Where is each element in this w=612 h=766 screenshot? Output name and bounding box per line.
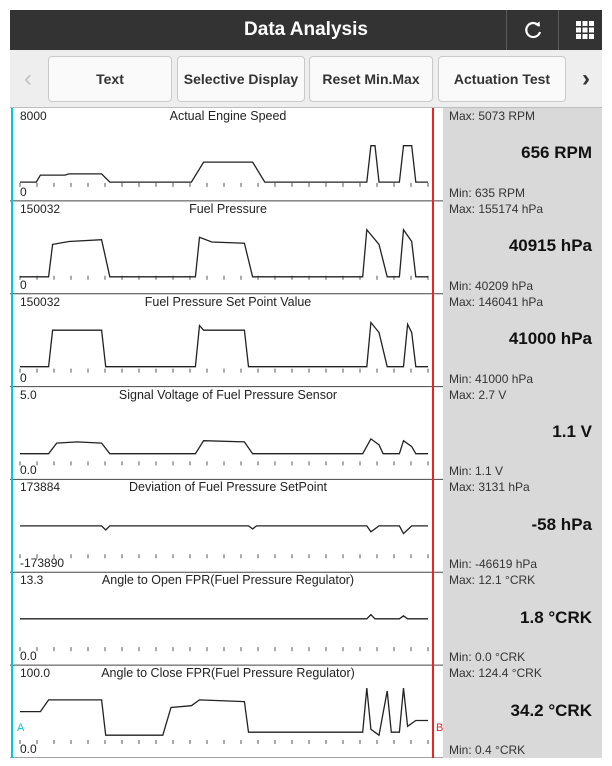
max-value: Max: 155174 hPa xyxy=(449,201,544,216)
signal-name: Angle to Open FPR(Fuel Pressure Regulator) xyxy=(101,573,355,588)
y-min-label: 0 xyxy=(20,277,27,292)
signal-name: Deviation of Fuel Pressure SetPoint xyxy=(128,480,328,495)
y-max-label: 100.0 xyxy=(20,666,51,681)
max-value: Max: 146041 hPa xyxy=(449,294,544,309)
min-value: Min: 40209 hPa xyxy=(449,278,534,293)
signal-name: Fuel Pressure xyxy=(189,201,267,216)
current-value: 41000 hPa xyxy=(508,329,592,349)
refresh-button[interactable] xyxy=(506,10,558,50)
current-value: 40915 hPa xyxy=(508,236,592,256)
chevron-left-icon: ‹ xyxy=(24,65,32,92)
y-max-label: 150032 xyxy=(20,294,61,309)
value-box xyxy=(443,108,602,201)
value-box xyxy=(443,201,602,294)
value-box xyxy=(443,387,602,480)
text-button[interactable]: Text xyxy=(48,56,172,102)
max-value: Max: 2.7 V xyxy=(449,387,507,402)
cursor-b-label: B xyxy=(436,722,444,734)
signal-trace xyxy=(20,439,428,454)
signal-name: Angle to Close FPR(Fuel Pressure Regulator) xyxy=(101,666,355,681)
signal-name: Actual Engine Speed xyxy=(169,109,287,123)
y-max-label: 5.0 xyxy=(20,387,37,402)
min-value: Min: 0.4 °CRK xyxy=(449,742,526,757)
max-value: Max: 12.1 °CRK xyxy=(449,573,536,588)
value-box xyxy=(443,572,602,665)
y-max-label: 150032 xyxy=(20,201,61,216)
selective-display-button[interactable]: Selective Display xyxy=(177,56,305,102)
refresh-icon xyxy=(522,19,544,41)
current-value: 1.8 °CRK xyxy=(520,607,592,627)
chevron-right-icon: › xyxy=(582,65,590,92)
y-min-label: 0.0 xyxy=(20,742,37,756)
y-min-label: 0.0 xyxy=(20,649,37,664)
scroll-left-button[interactable] xyxy=(12,50,44,108)
signal-trace xyxy=(20,526,428,534)
max-value: Max: 124.4 °CRK xyxy=(449,666,542,681)
y-min-label: -173890 xyxy=(20,556,65,571)
value-box xyxy=(443,479,602,572)
current-value: 1.1 V xyxy=(552,421,592,441)
max-value: Max: 5073 RPM xyxy=(449,109,536,123)
max-value: Max: 3131 hPa xyxy=(449,480,530,495)
actuation-test-button[interactable]: Actuation Test xyxy=(438,56,566,102)
current-value: -58 hPa xyxy=(531,514,592,534)
signal-name: Fuel Pressure Set Point Value xyxy=(144,294,312,309)
grid-menu-button[interactable] xyxy=(558,10,610,50)
y-min-label: 0 xyxy=(20,184,27,199)
title-bar xyxy=(10,10,602,50)
min-value: Min: 1.1 V xyxy=(449,464,504,479)
value-panel xyxy=(443,108,602,758)
signal-name: Signal Voltage of Fuel Pressure Sensor xyxy=(118,387,338,402)
signal-trace xyxy=(20,615,428,619)
signal-trace xyxy=(20,230,428,277)
signal-trace xyxy=(20,146,428,182)
page-title: Data Analysis xyxy=(244,19,368,40)
signal-trace xyxy=(20,688,428,735)
y-min-label: 0 xyxy=(20,370,27,385)
cursor-a-label: A xyxy=(17,722,25,734)
signal-trace xyxy=(20,323,428,367)
min-value: Min: 635 RPM xyxy=(449,185,526,200)
y-max-label: 173884 xyxy=(20,480,61,495)
current-value: 34.2 °CRK xyxy=(510,700,592,720)
graph-area[interactable] xyxy=(10,108,602,758)
grid-icon xyxy=(575,20,595,40)
min-value: Min: 41000 hPa xyxy=(449,371,534,386)
toolbar xyxy=(10,50,602,108)
value-box xyxy=(443,665,602,758)
scroll-right-button[interactable] xyxy=(570,50,602,108)
reset-min-max-button[interactable]: Reset Min.Max xyxy=(309,56,433,102)
y-max-label: 13.3 xyxy=(20,573,44,588)
y-min-label: 0.0 xyxy=(20,463,37,478)
min-value: Min: -46619 hPa xyxy=(449,557,538,572)
value-box xyxy=(443,294,602,387)
y-max-label: 8000 xyxy=(20,109,47,123)
min-value: Min: 0.0 °CRK xyxy=(449,650,526,665)
current-value: 656 RPM xyxy=(521,143,592,163)
